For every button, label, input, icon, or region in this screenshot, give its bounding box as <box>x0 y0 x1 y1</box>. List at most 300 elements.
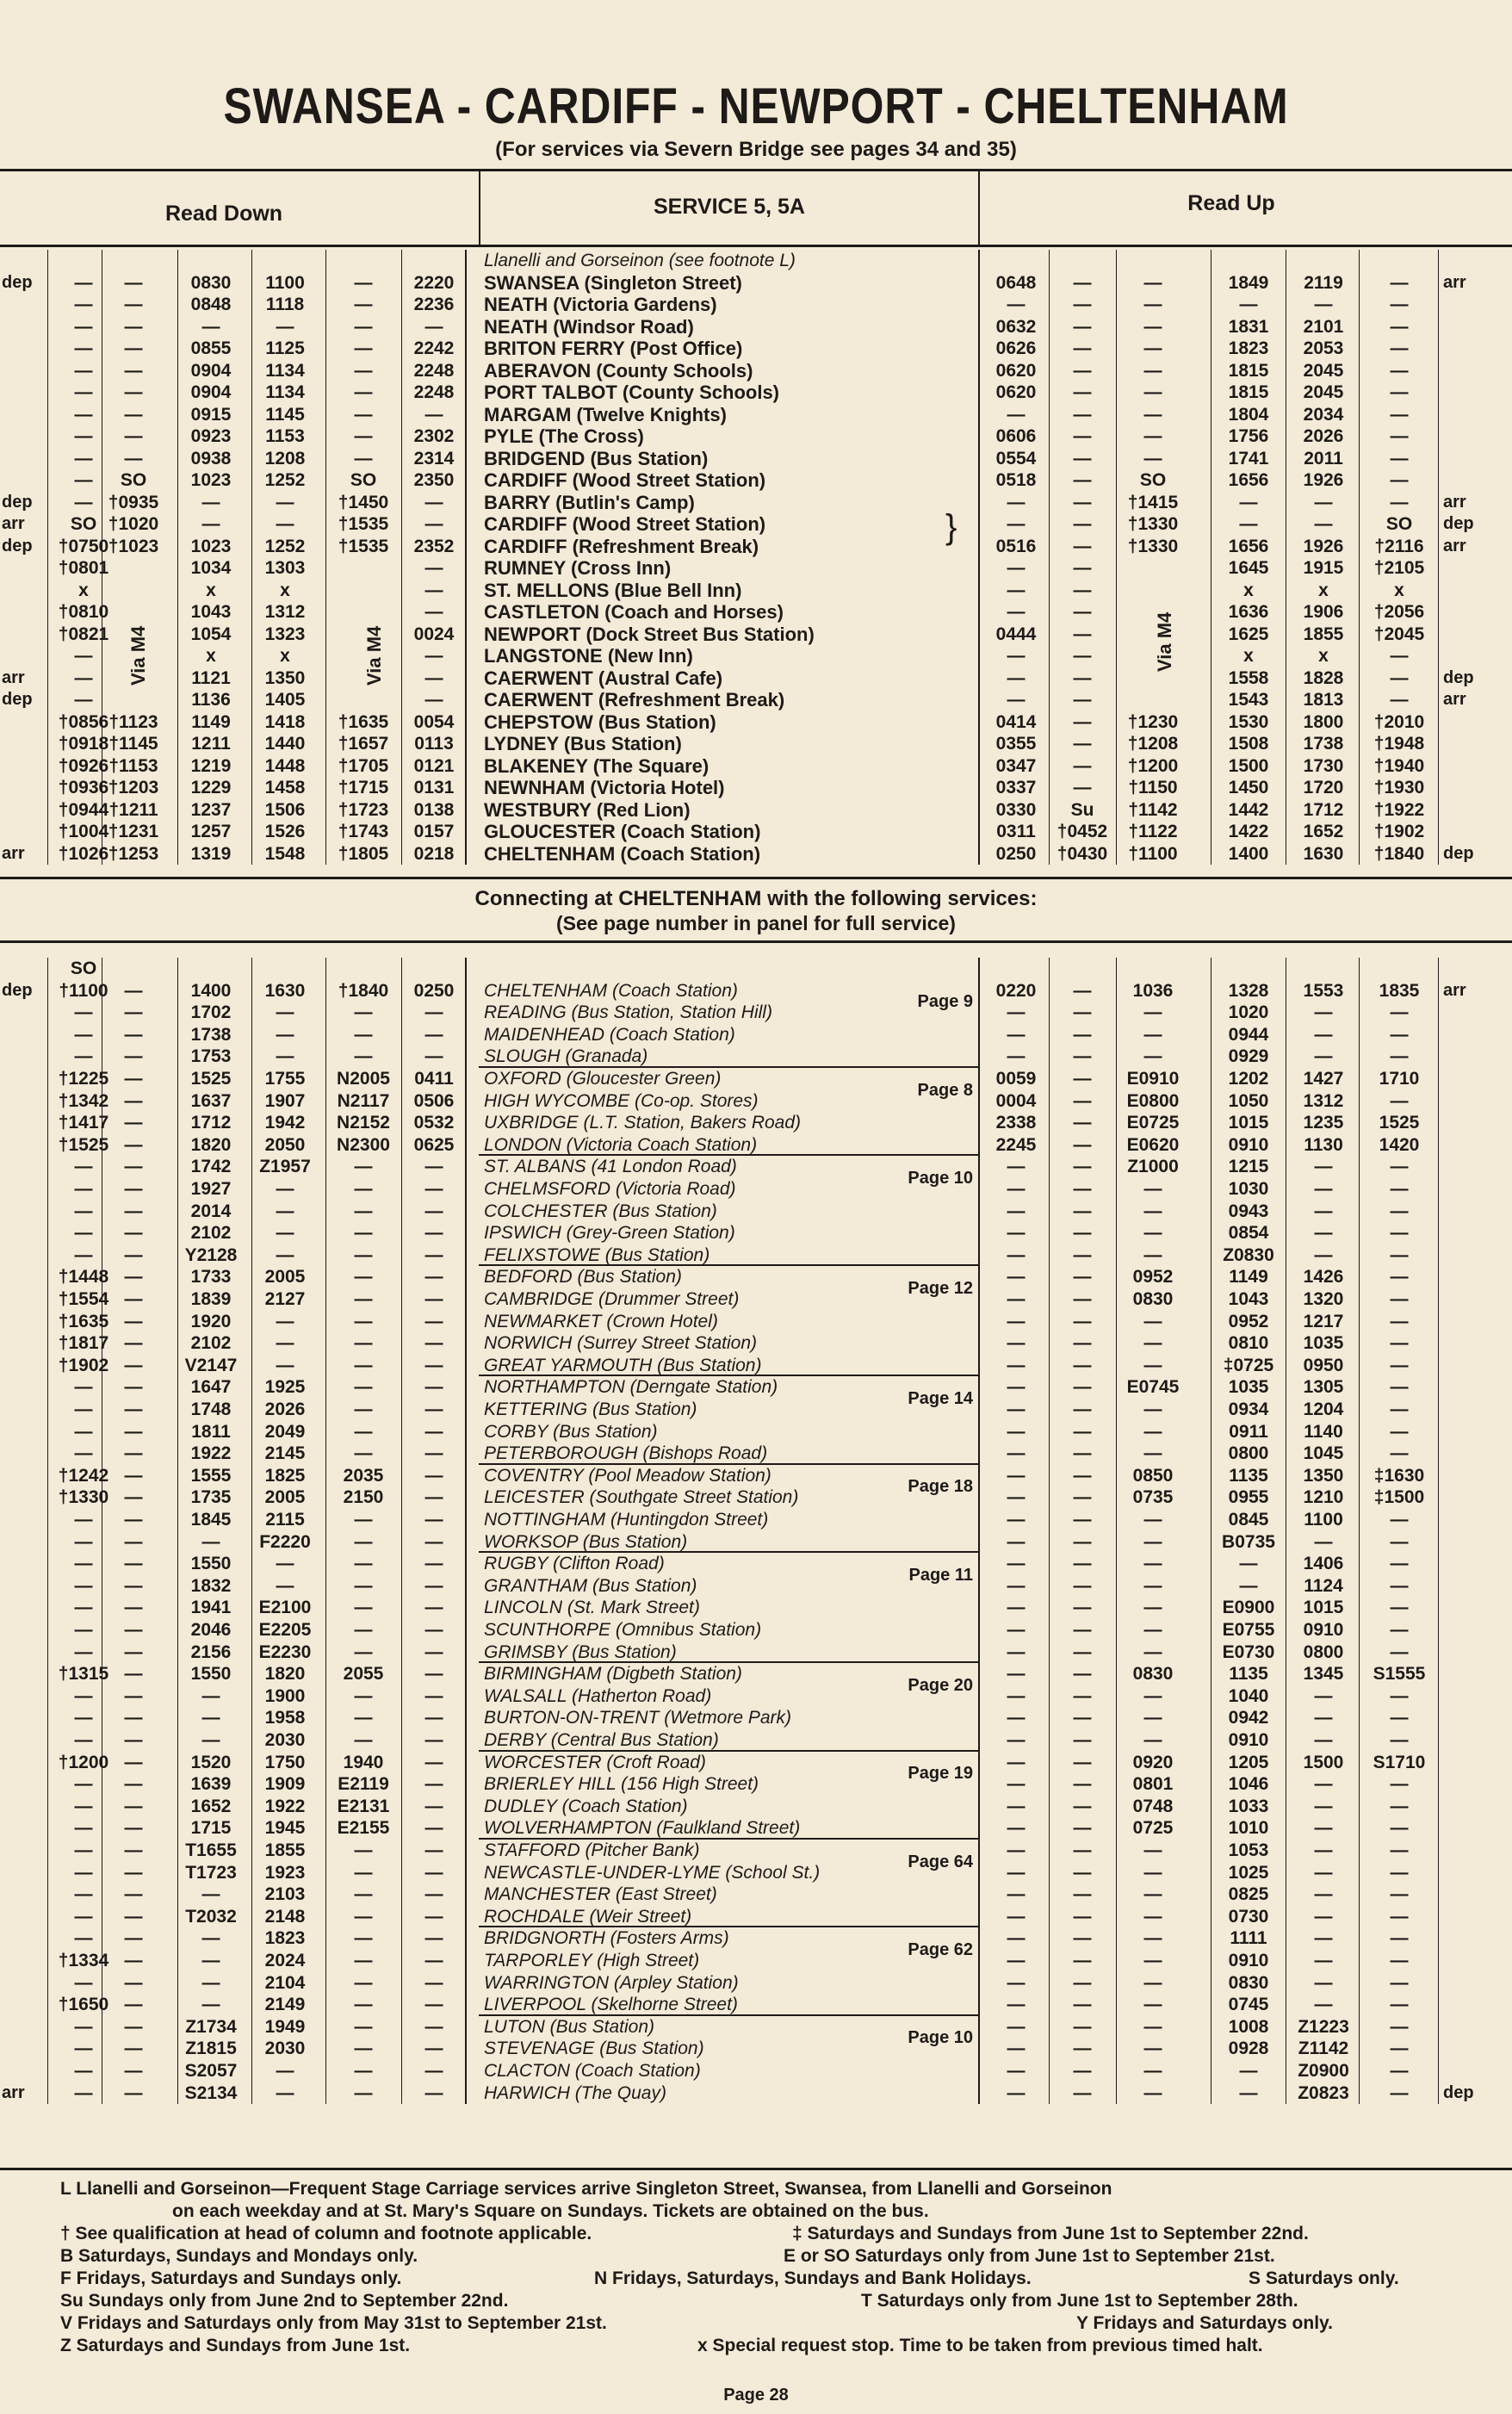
timetable-row <box>0 272 1512 295</box>
up-time <box>982 958 1050 979</box>
down-time: 2026 <box>264 1399 306 1419</box>
up-time: — <box>1007 1951 1026 1970</box>
timetable-row <box>0 1862 1512 1884</box>
page-reference: Page 8 <box>917 1080 973 1100</box>
down-time: T1723 <box>185 1862 237 1883</box>
up-time: 1215 <box>1228 1157 1269 1177</box>
up-time: 1427 <box>1303 1069 1344 1089</box>
up-time: — <box>1390 1311 1409 1331</box>
up-time: — <box>1390 1641 1409 1662</box>
up-time: Z0830 <box>1223 1244 1274 1265</box>
down-time: 0923 <box>190 426 232 446</box>
timetable-row <box>0 733 1512 755</box>
timetable-row <box>0 1332 1512 1355</box>
up-time <box>1119 250 1187 271</box>
down-time: 1400 <box>190 980 232 1001</box>
row-label-left <box>2 316 45 338</box>
up-time: — <box>1007 404 1026 425</box>
down-time: 0024 <box>413 624 455 644</box>
down-time: — <box>74 1443 93 1464</box>
up-time: — <box>1390 1355 1409 1375</box>
up-time: 1140 <box>1304 1421 1343 1442</box>
station-name: NORTHAMPTON (Derngate Station) <box>484 1377 778 1398</box>
up-time: — <box>1073 1311 1092 1331</box>
row-label-left <box>2 250 45 271</box>
down-time: — <box>124 295 143 314</box>
up-time: — <box>1073 1531 1092 1552</box>
down-time: — <box>354 1421 373 1442</box>
timetable-row <box>0 360 1512 382</box>
down-time: — <box>424 1157 443 1177</box>
up-time: 1804 <box>1228 404 1269 425</box>
up-time: 1235 <box>1303 1113 1344 1133</box>
up-time: 1135 <box>1229 1664 1268 1685</box>
up-time: — <box>1073 1002 1092 1023</box>
down-time: — <box>74 646 93 666</box>
up-time: — <box>1143 2016 1162 2037</box>
up-time: — <box>1073 1575 1092 1596</box>
timetable-row <box>0 1752 1512 1774</box>
down-time: — <box>74 1641 93 1662</box>
down-time: 1550 <box>190 1554 232 1574</box>
timetable-row <box>0 492 1512 514</box>
down-time: — <box>74 2016 93 2037</box>
down-time: 1733 <box>190 1267 232 1288</box>
down-time: — <box>424 580 443 600</box>
up-time: 1543 <box>1228 690 1269 710</box>
up-time: 0910 <box>1228 1134 1269 1155</box>
up-time: — <box>1390 2016 1409 2037</box>
down-time: — <box>124 1554 143 1574</box>
page-reference: Page 14 <box>908 1389 973 1408</box>
up-time: — <box>1073 1510 1092 1530</box>
down-time: — <box>124 1487 143 1508</box>
up-time: — <box>1239 514 1258 534</box>
up-time: — <box>1390 1201 1409 1221</box>
up-time: 1525 <box>1379 1113 1420 1133</box>
up-time: — <box>1007 1046 1026 1067</box>
down-time: — <box>124 980 143 1001</box>
down-time: — <box>354 404 373 425</box>
footnote-rule <box>0 2168 1512 2170</box>
up-time: 1046 <box>1228 1774 1269 1795</box>
group-rule <box>479 2014 978 2016</box>
up-time: — <box>1073 734 1092 754</box>
down-time: — <box>124 1972 143 1993</box>
up-time: E0730 <box>1222 1641 1275 1662</box>
down-time: 1922 <box>190 1443 232 1464</box>
down-time <box>103 250 164 271</box>
station-name <box>484 958 976 979</box>
group-rule <box>479 1066 978 1068</box>
down-time: — <box>124 1311 143 1331</box>
row-label-right <box>1443 645 1495 667</box>
row-label-left: dep <box>2 980 33 1000</box>
down-time: †0926 <box>58 755 109 776</box>
up-time: — <box>1007 1333 1026 1354</box>
row-label-left: dep <box>2 272 33 292</box>
down-time <box>181 958 241 979</box>
row-label-right <box>1443 1553 1495 1574</box>
row-label-left <box>2 1927 45 1949</box>
station-name: GRANTHAM (Bus Station) <box>484 1575 697 1596</box>
main-timetable <box>0 250 1512 874</box>
header-bottom-rule <box>0 245 1512 247</box>
up-time <box>1214 250 1283 271</box>
down-time: 1219 <box>190 755 232 776</box>
station-name: CARDIFF (Wood Street Station) <box>484 513 766 535</box>
timetable-row <box>0 404 1512 426</box>
up-time: 0648 <box>995 272 1037 293</box>
up-time: — <box>1073 1796 1092 1816</box>
row-label-left <box>2 1685 45 1707</box>
up-time: 1328 <box>1228 980 1269 1001</box>
down-time <box>255 958 315 979</box>
down-time: — <box>354 1244 373 1265</box>
down-time: — <box>74 1708 93 1728</box>
up-time: 1135 <box>1229 1465 1268 1486</box>
down-time: †0936 <box>58 778 109 797</box>
down-time <box>329 580 398 601</box>
up-time: — <box>1073 711 1092 732</box>
up-time: — <box>1007 514 1026 534</box>
down-time: — <box>354 2061 373 2081</box>
up-time: — <box>1007 1972 1026 1993</box>
down-time: 2302 <box>413 426 455 446</box>
down-time: †1145 <box>108 734 158 754</box>
down-time: †1330 <box>58 1487 109 1508</box>
down-time: 0113 <box>414 734 454 754</box>
down-time: 2046 <box>190 1620 232 1640</box>
row-label-right: dep <box>1443 843 1474 863</box>
up-time: 1033 <box>1228 1796 1269 1816</box>
up-time: — <box>1143 338 1162 358</box>
down-time: — <box>74 667 93 688</box>
down-time: 0830 <box>190 272 232 293</box>
down-time: †1650 <box>58 1995 109 2015</box>
down-time: — <box>354 1510 373 1530</box>
up-time: — <box>1007 1598 1026 1618</box>
up-time: Z1223 <box>1298 2016 1349 2037</box>
station-name: PORT TALBOT (County Schools) <box>484 382 780 403</box>
row-label-right <box>1443 382 1495 403</box>
down-time: — <box>424 514 443 534</box>
down-time <box>329 689 398 711</box>
down-time: †1231 <box>108 822 159 841</box>
down-time: — <box>354 1531 373 1552</box>
page-reference: Page 18 <box>908 1477 973 1497</box>
row-label-left <box>2 1421 45 1443</box>
station-name: WORCESTER (Croft Road) <box>484 1752 706 1772</box>
down-time: — <box>74 1179 93 1199</box>
row-label-right <box>1443 755 1495 777</box>
up-time: †2105 <box>1373 558 1425 578</box>
up-time: 1045 <box>1303 1443 1344 1464</box>
up-time: x <box>1318 646 1329 666</box>
page-reference: Page 19 <box>908 1764 973 1784</box>
down-time: — <box>74 404 93 425</box>
timetable-row <box>0 1112 1512 1134</box>
station-name: ST. MELLONS (Blue Bell Inn) <box>484 579 742 601</box>
row-label-right <box>1443 1443 1495 1464</box>
row-label-left <box>2 1553 45 1574</box>
timetable-row <box>0 1266 1512 1288</box>
down-time: — <box>276 1024 294 1045</box>
up-time: †2056 <box>1373 602 1425 622</box>
row-label-right <box>1443 404 1495 425</box>
row-label-right <box>1443 580 1495 601</box>
up-time: — <box>1073 1201 1092 1221</box>
down-time: — <box>124 382 143 402</box>
down-time: — <box>354 360 373 381</box>
down-time: 1136 <box>191 690 231 710</box>
read-down-label: Read Down <box>164 202 283 226</box>
up-time: 0801 <box>1132 1774 1174 1795</box>
up-time: — <box>1007 1024 1026 1045</box>
timetable-row <box>0 2060 1512 2082</box>
footnote: V Fridays and Saturdays only from May 31st to September 21st. <box>60 2313 607 2333</box>
up-time: 1530 <box>1228 711 1269 732</box>
down-time: 2035 <box>343 1465 384 1486</box>
up-time: 1149 <box>1229 1267 1268 1288</box>
up-time: — <box>1073 1377 1092 1398</box>
down-time: — <box>424 1333 443 1354</box>
up-time: — <box>1390 1267 1409 1288</box>
row-label-left <box>2 1002 45 1023</box>
down-time: — <box>124 1113 143 1133</box>
down-time: — <box>201 492 220 512</box>
down-time: 1825 <box>264 1465 306 1486</box>
page-reference: Page 10 <box>908 2028 973 2048</box>
row-label-right <box>1443 250 1495 271</box>
up-time: 1020 <box>1228 1002 1269 1023</box>
timetable-row <box>0 1619 1512 1641</box>
up-time: — <box>1239 1554 1258 1574</box>
timetable-row <box>0 1024 1512 1046</box>
up-time: 1345 <box>1303 1664 1344 1685</box>
row-label-left <box>2 1222 45 1244</box>
station-name: LYDNEY (Bus Station) <box>484 733 682 754</box>
page-reference: Page 9 <box>917 992 973 1012</box>
down-time: 1820 <box>264 1664 306 1685</box>
up-time: 0955 <box>1228 1487 1269 1508</box>
up-time: 1124 <box>1304 1575 1343 1596</box>
up-time: †2045 <box>1373 624 1425 644</box>
up-time: 2026 <box>1303 426 1344 446</box>
up-time: E0900 <box>1222 1598 1275 1618</box>
up-time: 1656 <box>1228 470 1269 490</box>
up-time: — <box>1073 1554 1092 1574</box>
down-time: — <box>424 602 443 622</box>
timetable-row <box>0 1090 1512 1113</box>
up-time: — <box>1007 1884 1026 1905</box>
down-time: — <box>354 316 373 337</box>
station-name: NEWNHAM (Victoria Hotel) <box>484 777 725 798</box>
row-label-left <box>2 1509 45 1530</box>
row-label-left <box>2 1641 45 1663</box>
up-time: 0626 <box>995 338 1037 358</box>
up-time: — <box>1314 492 1333 512</box>
footnote: Z Saturdays and Sundays from June 1st. <box>60 2336 411 2355</box>
up-time: 0730 <box>1228 1906 1269 1927</box>
up-time: — <box>1073 667 1092 688</box>
up-time: — <box>1073 1928 1092 1949</box>
down-time: — <box>124 426 143 446</box>
down-time: — <box>201 1995 220 2015</box>
down-time: 1550 <box>190 1664 232 1685</box>
up-time: — <box>1073 1134 1092 1155</box>
footnote: N Fridays, Saturdays, Sundays and Bank Holidays. <box>594 2268 1032 2288</box>
up-time: — <box>1390 1421 1409 1442</box>
up-time: — <box>1390 690 1409 710</box>
down-time: — <box>124 1510 143 1530</box>
down-time <box>329 250 398 271</box>
row-label-right <box>1443 1994 1495 2015</box>
down-time: 0904 <box>190 382 232 402</box>
station-name: CAERWENT (Refreshment Break) <box>484 689 785 711</box>
row-label-left <box>2 777 45 798</box>
down-time: †1705 <box>338 755 389 776</box>
up-time: — <box>1143 1443 1162 1464</box>
up-time: 1422 <box>1228 822 1269 841</box>
group-rule <box>479 1264 978 1266</box>
up-time: Z0823 <box>1298 2082 1349 2103</box>
up-time: — <box>1073 514 1092 534</box>
timetable-row <box>0 1355 1512 1377</box>
connecting-title: Connecting at CHELTENHAM with the following services: <box>474 887 1038 910</box>
connecting-subtitle: (See page number in panel for full service) <box>556 912 956 934</box>
down-time: — <box>354 1708 373 1728</box>
up-time: — <box>1239 1575 1258 1596</box>
row-label-right <box>1443 2060 1495 2082</box>
down-time: 1839 <box>190 1289 232 1309</box>
station-name: KETTERING (Bus Station) <box>484 1399 697 1419</box>
header-divider-right <box>978 171 980 245</box>
row-label-left <box>2 733 45 754</box>
up-time: — <box>1314 1796 1333 1816</box>
station-name: DUDLEY (Coach Station) <box>484 1796 688 1816</box>
up-time: x <box>1243 580 1254 600</box>
down-time: — <box>424 1465 443 1486</box>
up-time: — <box>1314 1862 1333 1883</box>
down-time: — <box>124 1951 143 1970</box>
station-name: LINCOLN (St. Mark Street) <box>484 1598 700 1618</box>
down-time: †1225 <box>58 1069 109 1089</box>
up-time: Z1000 <box>1127 1157 1179 1177</box>
down-time: 0848 <box>190 295 232 314</box>
footnote: ‡ Saturdays and Sundays from June 1st to September 22nd. <box>792 2224 1309 2243</box>
timetable-row <box>0 777 1512 799</box>
down-time: — <box>124 1399 143 1419</box>
up-time: — <box>1073 1179 1092 1199</box>
up-time: 0516 <box>995 536 1037 556</box>
up-time: — <box>1390 1928 1409 1949</box>
up-time <box>1289 250 1358 271</box>
down-time: — <box>124 1289 143 1309</box>
up-time: — <box>1073 624 1092 644</box>
down-time: — <box>354 448 373 469</box>
up-time: †1415 <box>1127 492 1179 512</box>
up-time: — <box>1007 1664 1026 1685</box>
down-time: — <box>124 1465 143 1486</box>
up-time: 0330 <box>995 799 1037 820</box>
down-time: — <box>424 1355 443 1375</box>
down-time: — <box>124 2061 143 2081</box>
up-time: — <box>1073 1995 1092 2015</box>
up-time: 0810 <box>1228 1333 1269 1354</box>
up-time: — <box>1007 1244 1026 1265</box>
down-time: 2103 <box>264 1884 306 1905</box>
station-name: CHELMSFORD (Victoria Road) <box>484 1179 736 1199</box>
down-time: — <box>124 1244 143 1265</box>
up-time: — <box>1390 1796 1409 1816</box>
up-time: 0725 <box>1132 1818 1174 1839</box>
up-time <box>1052 250 1112 271</box>
up-time: †0452 <box>1057 822 1108 841</box>
down-time: 1922 <box>264 1796 306 1816</box>
up-time <box>1119 580 1187 601</box>
up-time: 0952 <box>1132 1267 1174 1288</box>
down-time: 1121 <box>191 667 231 688</box>
down-time: †1100 <box>59 980 108 1001</box>
up-time: — <box>1390 448 1409 469</box>
up-time: 1008 <box>1228 2016 1269 2037</box>
up-time: — <box>1143 1995 1162 2015</box>
down-time: — <box>74 1531 93 1552</box>
down-time <box>103 958 164 979</box>
down-time: †1004 <box>58 822 109 841</box>
up-time: 0414 <box>995 711 1037 732</box>
up-time: 2338 <box>995 1113 1037 1133</box>
up-time: — <box>1007 1730 1026 1750</box>
down-time: 1034 <box>190 558 232 578</box>
up-time: — <box>1314 1223 1333 1244</box>
down-time: — <box>74 1840 93 1860</box>
up-time: — <box>1143 1641 1162 1662</box>
up-time: — <box>1073 1664 1092 1685</box>
up-time: — <box>1390 360 1409 381</box>
row-label-left <box>2 1156 45 1177</box>
up-time: — <box>1073 558 1092 578</box>
up-time: 1906 <box>1303 602 1344 622</box>
up-time: — <box>1073 580 1092 600</box>
row-label-left <box>2 1201 45 1222</box>
row-label-right <box>1443 1950 1495 1971</box>
up-time: — <box>1390 1951 1409 1970</box>
up-time <box>1119 958 1187 979</box>
down-time: — <box>124 1002 143 1023</box>
up-time: — <box>1390 272 1409 293</box>
up-time: — <box>1007 580 1026 600</box>
up-time: 2011 <box>1304 448 1343 469</box>
down-time: 2005 <box>264 1267 306 1288</box>
row-label-left: arr <box>2 843 25 863</box>
up-time: — <box>1143 1531 1162 1552</box>
group-rule <box>479 1154 978 1156</box>
down-time: 1054 <box>190 624 232 644</box>
up-time: 2101 <box>1303 316 1344 337</box>
down-time: N2005 <box>337 1069 390 1089</box>
timetable-row <box>0 821 1512 843</box>
up-time: — <box>1390 667 1409 688</box>
down-time: 1753 <box>190 1046 232 1067</box>
down-time: — <box>354 2082 373 2103</box>
down-time: — <box>201 316 220 337</box>
down-time: N2152 <box>337 1113 390 1133</box>
station-name: NEWMARKET (Crown Hotel) <box>484 1311 718 1331</box>
up-time: 1205 <box>1228 1752 1269 1772</box>
row-label-right <box>1443 338 1495 359</box>
